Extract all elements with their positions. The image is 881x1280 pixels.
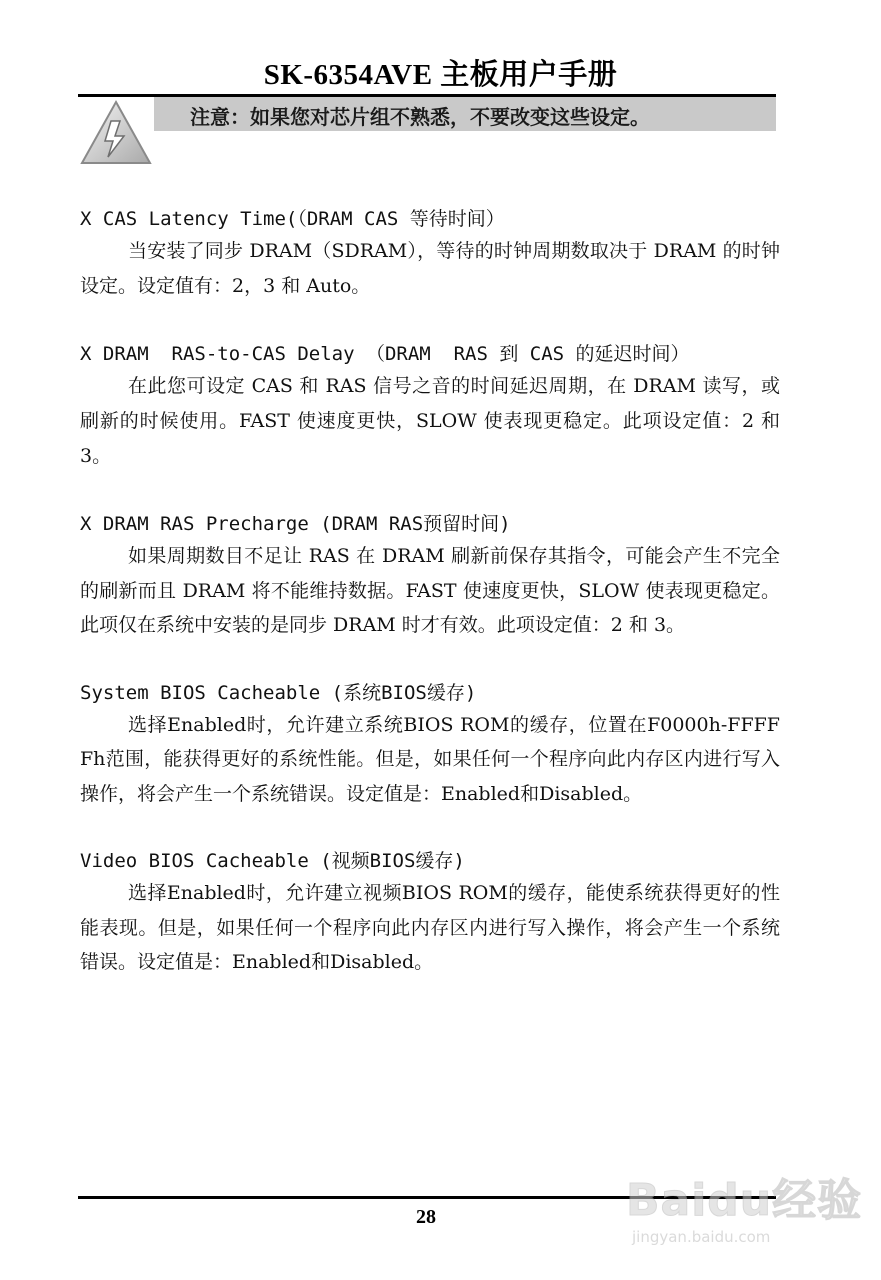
baidu-watermark [626,1150,866,1260]
section-body: 在此您可设定 CAS 和 RAS 信号之音的时间延迟周期，在 DRAM 读写，或刷新的时候使用。FAST 使速度更快，SLOW 使表现更稳定。此项设定值：2 和 3。 [80,375,780,467]
warning-text: 注意：如果您对芯片组不熟悉，不要改变这些设定。 [190,105,650,129]
section-title: X DRAM RAS Precharge (DRAM RAS预留时间) [80,513,511,535]
section-body: 如果周期数目不足让 RAS 在 DRAM 刷新前保存其指令，可能会产生不完全的刷新而且 DRAM 将不能维持数据。FAST 使速度更快，SLOW 使表现更稳定。此项仅在系统中安装的是同步 DRAM 时才有效。此项设定值：2 和 3。 [80,545,780,636]
section-title: X CAS Latency Time(（DRAM CAS 等待时间） [80,208,505,230]
section-system-bios-cacheable [80,678,780,812]
warning-box [78,97,776,169]
content [80,204,780,980]
section-cas-latency [80,204,780,304]
section-title: X DRAM RAS-to-CAS Delay （DRAM RAS 到 CAS 的延迟时间） [80,343,690,365]
page-header: SK-6354AVE 主板用户手册 [263,59,618,91]
section-video-bios-cacheable [80,846,780,980]
section-body: 选择Enabled时，允许建立视频BIOS ROM的缓存，能使系统获得更好的性能表现。但是，如果任何一个程序向此内存区内进行写入操作，将会产生一个系统错误。设定值是：Enabled和Disabled。 [80,882,780,973]
watermark-brand: Baidu经验 [626,1175,863,1226]
section-ras-to-cas-delay [80,339,780,474]
page-number: 28 [416,1206,436,1228]
section-title: System BIOS Cacheable (系统BIOS缓存) [80,681,477,704]
lightning-warning-icon [78,99,154,167]
section-body: 当安装了同步 DRAM（SDRAM），等待的时钟周期数取决于 DRAM 的时钟设定。设定值有：2，3 和 Auto。 [80,240,780,297]
watermark-url: jingyan.baidu.com [632,1228,771,1246]
section-body: 选择Enabled时，允许建立系统BIOS ROM的缓存，位置在F0000h-FFFFFh范围，能获得更好的系统性能。但是，如果任何一个程序向此内存区内进行写入操作，将会产生一个系统错误。设定值是：Enabled和Disabled。 [80,713,780,805]
section-ras-precharge [80,509,780,643]
section-title: Video BIOS Cacheable (视频BIOS缓存) [80,850,465,872]
